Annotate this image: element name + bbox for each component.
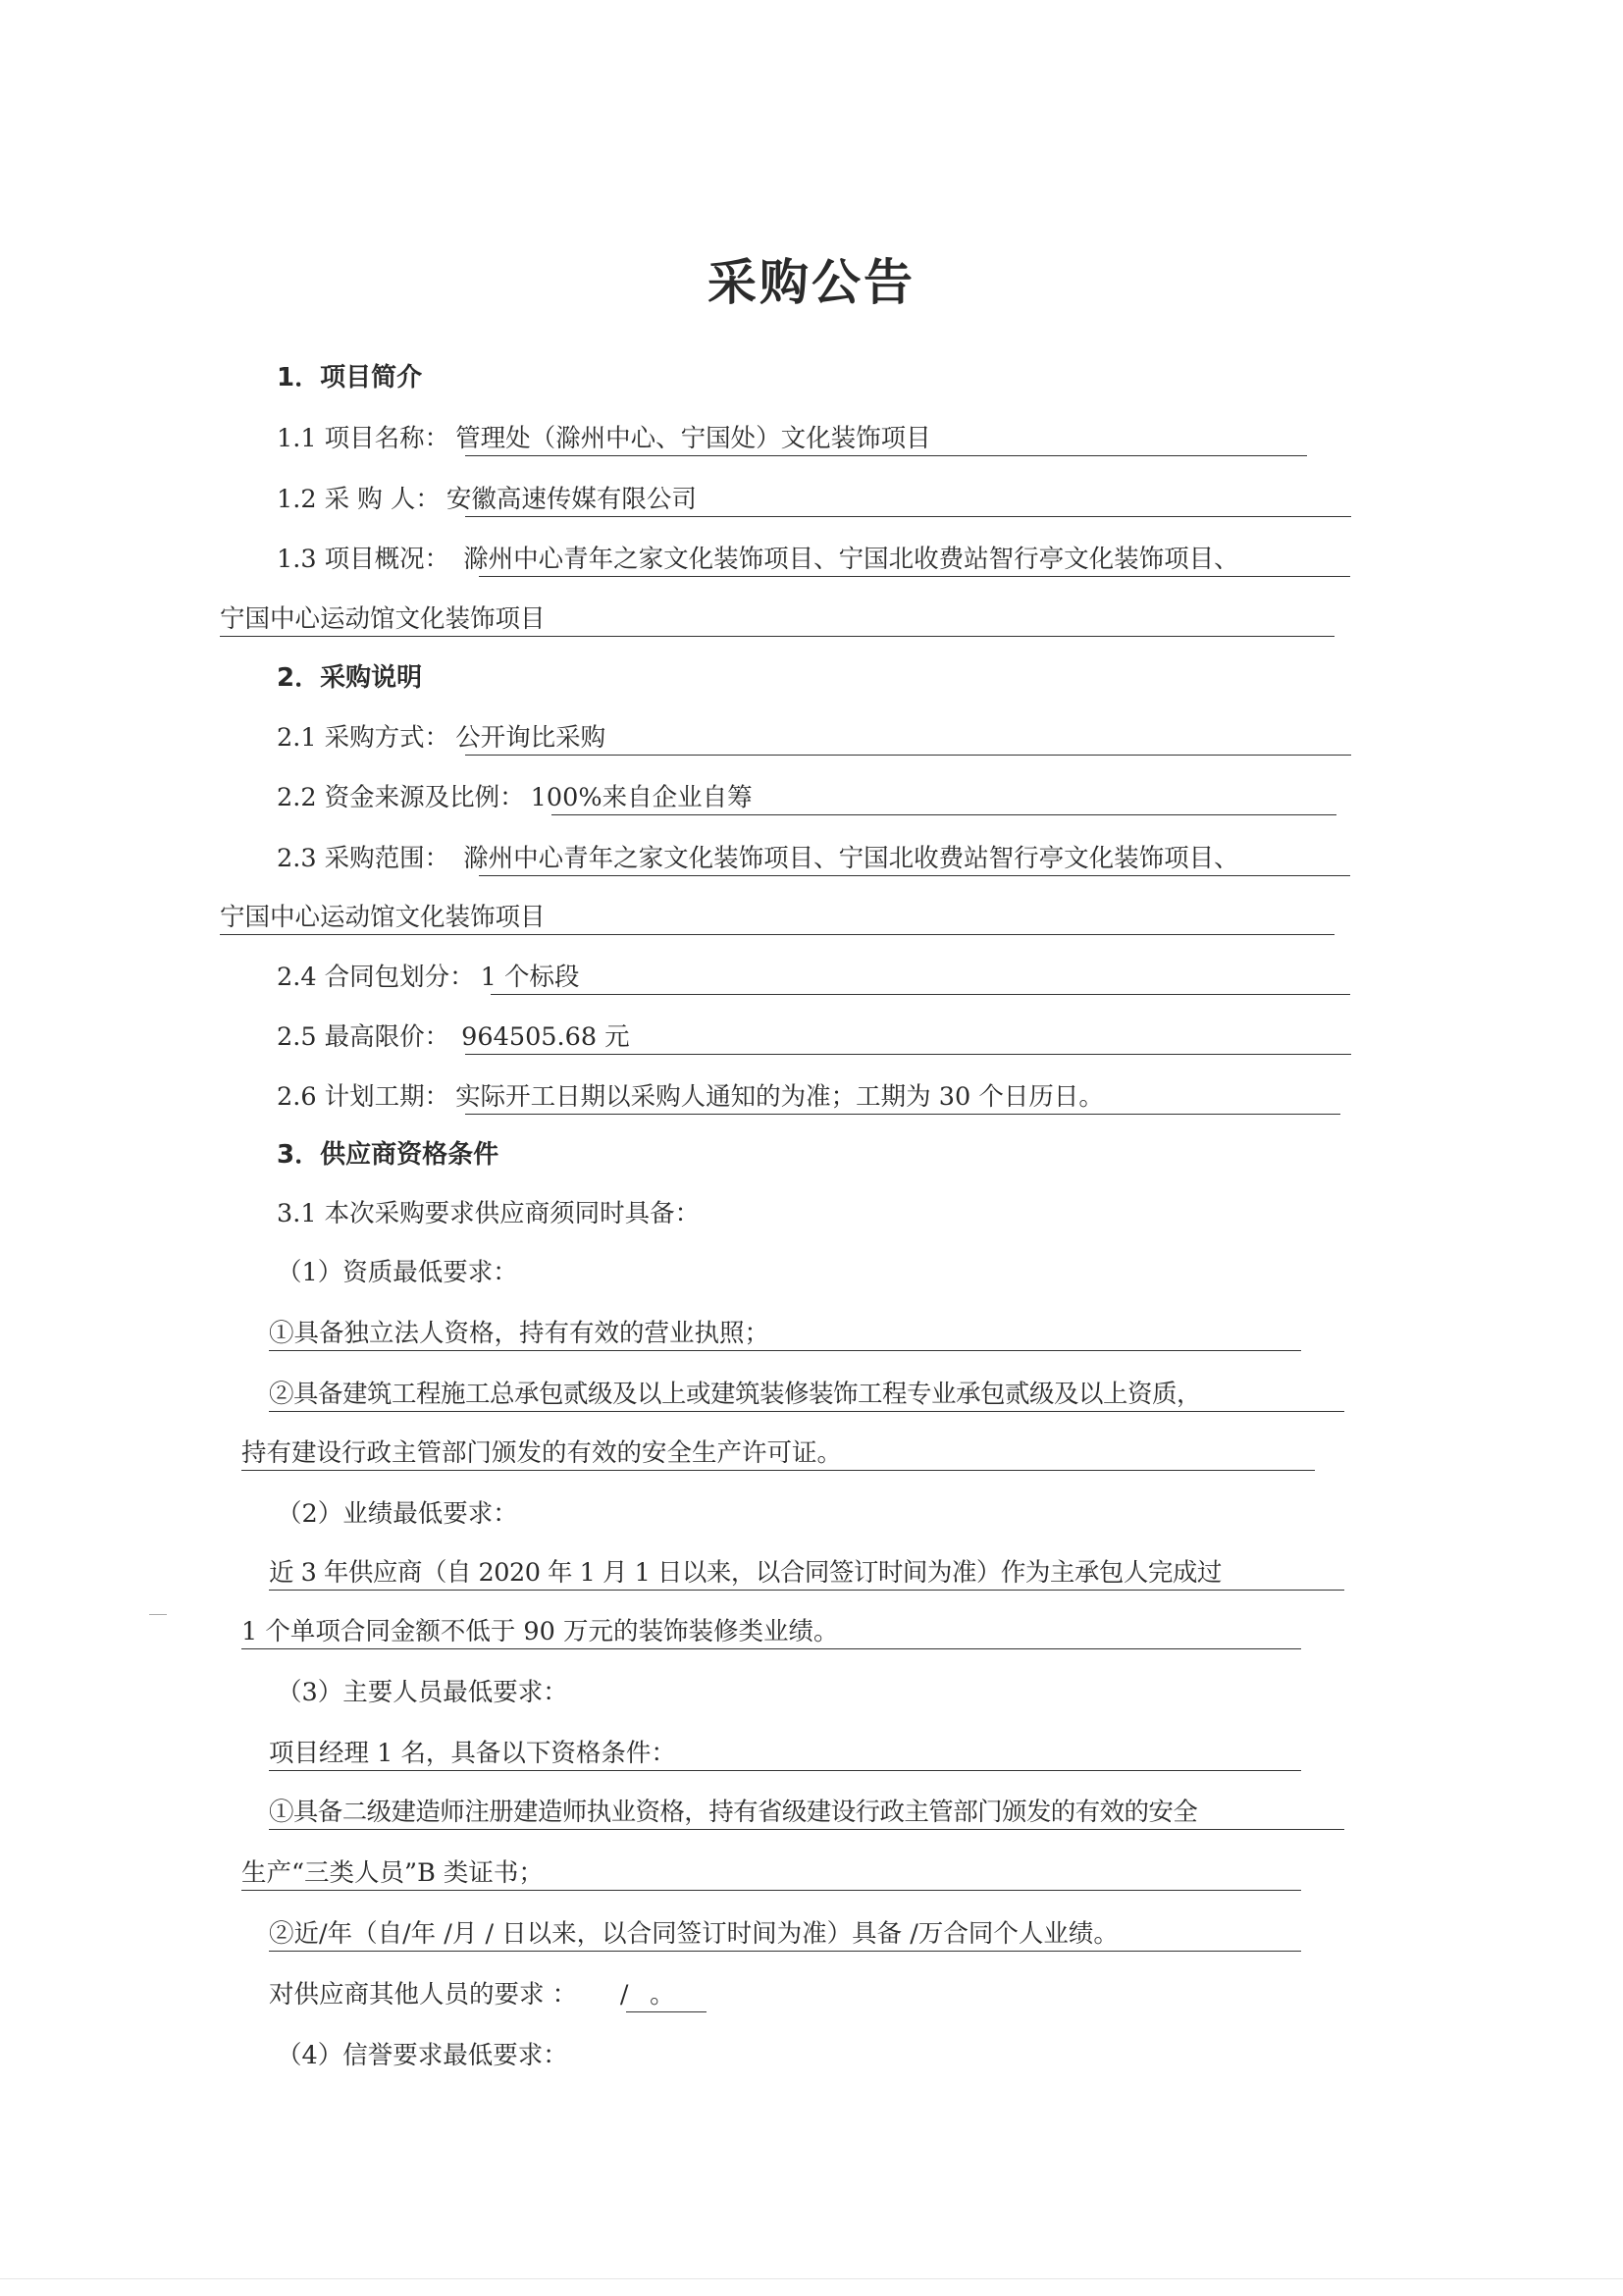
underline: [479, 875, 1350, 876]
underline: [491, 994, 1350, 995]
item-1-2-label: 1.2 采 购 人：: [277, 485, 441, 514]
requirement-3-other-end: 。: [650, 1980, 675, 2009]
item-2-4: [277, 961, 580, 996]
item-2-1-value: 公开询比采购: [455, 723, 606, 753]
underline: [269, 1829, 1344, 1830]
underline: [479, 576, 1350, 577]
requirement-3-a-line2: 生产“三类人员”B 类证书；: [241, 1858, 544, 1888]
item-2-1-label: 2.1 采购方式：: [277, 723, 450, 753]
requirement-1-heading: （1）资质最低要求：: [277, 1258, 518, 1287]
item-1-2-value: 安徽高速传媒有限公司: [445, 485, 697, 514]
underline: [241, 1890, 1301, 1891]
item-1-1-value: 管理处（滁州中心、宁国处）文化装饰项目: [455, 424, 931, 453]
item-2-6: [277, 1080, 1104, 1116]
item-1-3-value-line1: 滁州中心青年之家文化装饰项目、宁国北收费站智行亭文化装饰项目、: [463, 545, 1239, 574]
item-2-3-label: 2.3 采购范围：: [277, 844, 450, 873]
requirement-3-heading: （3）主要人员最低要求：: [277, 1678, 568, 1707]
underline: [269, 1411, 1344, 1412]
item-1-3-label: 1.3 项目概况：: [277, 545, 450, 574]
requirement-1-a: ①具备独立法人资格，持有有效的营业执照；: [269, 1319, 770, 1348]
item-2-5-value: 964505.68 元: [461, 1022, 630, 1052]
underline: [269, 1951, 1301, 1952]
item-1-3-value-line2: 宁国中心运动馆文化装饰项目: [220, 604, 546, 634]
item-3-1: 3.1 本次采购要求供应商须同时具备：: [277, 1199, 701, 1228]
requirement-4-heading: （4）信誉要求最低要求：: [277, 2041, 568, 2070]
item-2-5: [277, 1020, 630, 1056]
item-2-3-value-line1: 滁州中心青年之家文化装饰项目、宁国北收费站智行亭文化装饰项目、: [463, 844, 1239, 873]
page-title: 采购公告: [707, 254, 916, 311]
underline: [269, 1590, 1344, 1591]
requirement-2-line2: 1 个单项合同金额不低于 90 万元的装饰装修类业绩。: [241, 1617, 839, 1646]
page-bottom-edge: [0, 2278, 1623, 2279]
item-1-1-label: 1.1 项目名称：: [277, 424, 450, 453]
item-1-2: [277, 483, 697, 518]
requirement-3-other: [269, 1978, 675, 2013]
item-2-6-label: 2.6 计划工期：: [277, 1082, 450, 1112]
underline: [241, 1648, 1301, 1649]
underline: [465, 1054, 1351, 1055]
item-1-1: [277, 422, 931, 457]
underline: [465, 755, 1351, 756]
requirement-3-other-value: /: [619, 1980, 629, 2009]
requirement-1-b-line1: ②具备建筑工程施工总承包贰级及以上或建筑装修装饰工程专业承包贰级及以上资质，: [269, 1380, 1202, 1409]
underline: [626, 2011, 707, 2012]
requirement-3-other-label: 对供应商其他人员的要求 ：: [269, 1980, 578, 2009]
item-2-2: [277, 781, 753, 816]
underline: [220, 934, 1335, 935]
item-2-3-value-line2: 宁国中心运动馆文化装饰项目: [220, 903, 546, 932]
item-2-1: [277, 721, 605, 757]
item-2-6-value: 实际开工日期以采购人通知的为准；工期为 30 个日历日。: [455, 1082, 1104, 1112]
underline: [465, 516, 1351, 517]
underline: [551, 814, 1336, 815]
underline: [465, 1114, 1340, 1115]
requirement-1-b-line2: 持有建设行政主管部门颁发的有效的安全生产许可证。: [241, 1438, 843, 1468]
section-2-heading: 2．采购说明: [277, 663, 423, 693]
requirement-3-project-manager: 项目经理 1 名，具备以下资格条件：: [269, 1739, 676, 1768]
underline: [220, 636, 1335, 637]
underline: [269, 1350, 1301, 1351]
underline: [241, 1470, 1315, 1471]
requirement-3-b: ②近/年（自/年 /月 / 日以来，以合同签订时间为准）具备 /万合同个人业绩。: [269, 1919, 1119, 1949]
section-3-heading: 3．供应商资格条件: [277, 1140, 499, 1170]
item-1-3: [277, 543, 1239, 578]
underline: [269, 1770, 1301, 1771]
requirement-2-line1: 近 3 年供应商（自 2020 年 1 月 1 日以来，以合同签订时间为准）作为主承包人完成过: [269, 1558, 1222, 1588]
requirement-2-heading: （2）业绩最低要求：: [277, 1499, 518, 1529]
item-2-2-value: 100%来自企业自筹: [530, 783, 753, 812]
underline: [465, 455, 1307, 456]
requirement-3-a-line1: ①具备二级建造师注册建造师执业资格，持有省级建设行政主管部门颁发的有效的安全: [269, 1798, 1198, 1827]
item-2-4-label: 2.4 合同包划分：: [277, 963, 475, 992]
item-2-2-label: 2.2 资金来源及比例：: [277, 783, 525, 812]
section-1-heading: 1．项目简介: [277, 363, 423, 392]
item-2-3: [277, 842, 1239, 877]
item-2-4-value: 1 个标段: [480, 963, 580, 992]
item-2-5-label: 2.5 最高限价：: [277, 1022, 450, 1052]
scan-mark: [149, 1614, 167, 1615]
